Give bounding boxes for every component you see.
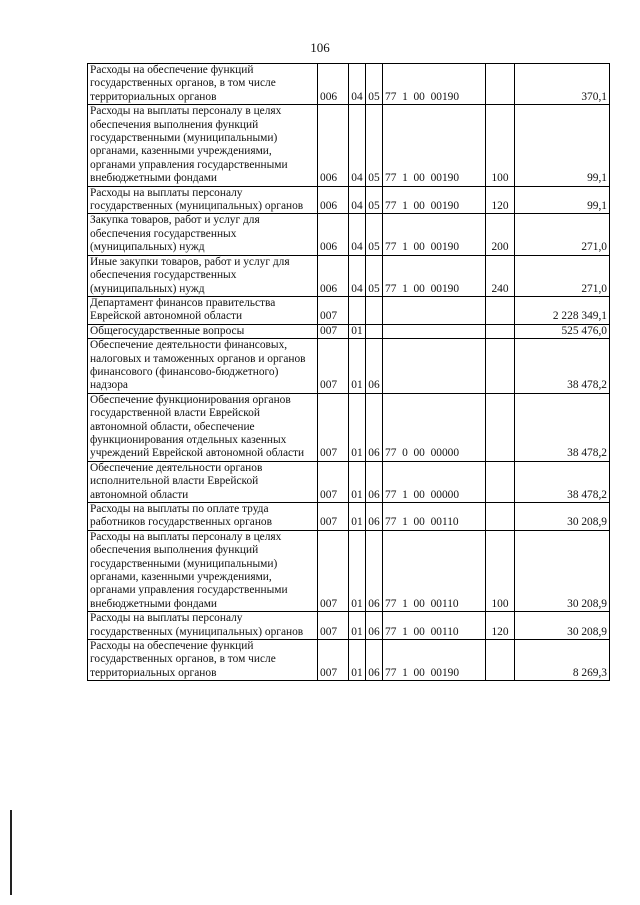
expense-type-cell: 120 xyxy=(486,186,515,214)
expense-type-cell xyxy=(486,64,515,105)
expense-type-cell xyxy=(486,339,515,394)
section-code-cell: 04 xyxy=(349,186,366,214)
expense-type-cell xyxy=(486,324,515,338)
table-row xyxy=(88,339,610,394)
subsection-code-cell: 05 xyxy=(366,186,383,214)
ministry-code-cell: 006 xyxy=(318,105,349,186)
description-cell: Расходы на выплаты персоналу в целях обеспечения выполнения функций государственными (муниципальными) органами, казенными учреждениями, органами управления государственными внебюджетными фондами xyxy=(88,105,318,186)
ministry-code-cell: 006 xyxy=(318,214,349,255)
expense-type-cell xyxy=(486,393,515,461)
amount-cell: 38 478,2 xyxy=(515,461,610,502)
table-row xyxy=(88,640,610,681)
section-code-cell: 04 xyxy=(349,105,366,186)
ministry-code-cell: 006 xyxy=(318,64,349,105)
table-row xyxy=(88,503,610,531)
subsection-code-cell: 05 xyxy=(366,214,383,255)
amount-cell: 370,1 xyxy=(515,64,610,105)
table-row xyxy=(88,324,610,338)
section-code-cell: 04 xyxy=(349,255,366,296)
target-article-cell xyxy=(383,324,486,338)
target-article-cell: 77 1 00 00190 xyxy=(383,64,486,105)
table-row xyxy=(88,612,610,640)
target-article-cell: 77 1 00 00000 xyxy=(383,461,486,502)
section-code-cell: 04 xyxy=(349,64,366,105)
subsection-code-cell: 05 xyxy=(366,64,383,105)
section-code-cell: 01 xyxy=(349,339,366,394)
description-cell: Обеспечение деятельности органов исполнительной власти Еврейской автономной области xyxy=(88,461,318,502)
ministry-code-cell: 007 xyxy=(318,461,349,502)
section-code-cell: 01 xyxy=(349,612,366,640)
ministry-code-cell: 007 xyxy=(318,339,349,394)
amount-cell: 30 208,9 xyxy=(515,612,610,640)
expense-type-cell xyxy=(486,503,515,531)
description-cell: Обеспечение функционирования органов государственной власти Еврейской автономной области, обеспечение функционирования отдельных казенных учреждений Еврейской автономной области xyxy=(88,393,318,461)
table-row xyxy=(88,64,610,105)
amount-cell: 525 476,0 xyxy=(515,324,610,338)
expense-type-cell: 240 xyxy=(486,255,515,296)
subsection-code-cell: 05 xyxy=(366,105,383,186)
section-code-cell: 01 xyxy=(349,393,366,461)
table-row xyxy=(88,530,610,611)
description-cell: Общегосударственные вопросы xyxy=(88,324,318,338)
expense-type-cell xyxy=(486,296,515,324)
target-article-cell: 77 0 00 00000 xyxy=(383,393,486,461)
ministry-code-cell: 006 xyxy=(318,186,349,214)
table-row xyxy=(88,393,610,461)
amount-cell: 38 478,2 xyxy=(515,393,610,461)
table-row xyxy=(88,214,610,255)
subsection-code-cell: 06 xyxy=(366,640,383,681)
amount-cell: 99,1 xyxy=(515,105,610,186)
subsection-code-cell: 06 xyxy=(366,461,383,502)
amount-cell: 30 208,9 xyxy=(515,503,610,531)
section-code-cell: 01 xyxy=(349,461,366,502)
ministry-code-cell: 007 xyxy=(318,393,349,461)
ministry-code-cell: 007 xyxy=(318,324,349,338)
expense-type-cell: 100 xyxy=(486,530,515,611)
description-cell: Расходы на выплаты персоналу государственных (муниципальных) органов xyxy=(88,186,318,214)
description-cell: Расходы на обеспечение функций государственных органов, в том числе территориальных органов xyxy=(88,640,318,681)
description-cell: Расходы на обеспечение функций государственных органов, в том числе территориальных органов xyxy=(88,64,318,105)
amount-cell: 30 208,9 xyxy=(515,530,610,611)
expense-type-cell: 120 xyxy=(486,612,515,640)
section-code-cell: 01 xyxy=(349,503,366,531)
target-article-cell: 77 1 00 00190 xyxy=(383,186,486,214)
section-code-cell: 01 xyxy=(349,530,366,611)
subsection-code-cell: 06 xyxy=(366,393,383,461)
expense-type-cell: 200 xyxy=(486,214,515,255)
subsection-code-cell: 06 xyxy=(366,339,383,394)
amount-cell: 271,0 xyxy=(515,214,610,255)
table-row xyxy=(88,296,610,324)
description-cell: Расходы на выплаты персоналу в целях обеспечения выполнения функций государственными (муниципальными) органами, казенными учреждениями, органами управления государственными внебюджетными фондами xyxy=(88,530,318,611)
amount-cell: 8 269,3 xyxy=(515,640,610,681)
ministry-code-cell: 007 xyxy=(318,612,349,640)
description-cell: Иные закупки товаров, работ и услуг для обеспечения государственных (муниципальных) нужд xyxy=(88,255,318,296)
target-article-cell xyxy=(383,296,486,324)
amount-cell: 271,0 xyxy=(515,255,610,296)
table-row xyxy=(88,186,610,214)
target-article-cell: 77 1 00 00190 xyxy=(383,255,486,296)
section-code-cell xyxy=(349,296,366,324)
target-article-cell: 77 1 00 00110 xyxy=(383,612,486,640)
subsection-code-cell: 06 xyxy=(366,503,383,531)
table-row xyxy=(88,255,610,296)
ministry-code-cell: 007 xyxy=(318,503,349,531)
target-article-cell: 77 1 00 00110 xyxy=(383,530,486,611)
budget-table xyxy=(87,63,610,681)
amount-cell: 2 228 349,1 xyxy=(515,296,610,324)
target-article-cell: 77 1 00 00110 xyxy=(383,503,486,531)
target-article-cell: 77 1 00 00190 xyxy=(383,105,486,186)
amount-cell: 99,1 xyxy=(515,186,610,214)
ministry-code-cell: 007 xyxy=(318,530,349,611)
scan-edge-mark xyxy=(10,810,12,895)
target-article-cell: 77 1 00 00190 xyxy=(383,214,486,255)
subsection-code-cell xyxy=(366,296,383,324)
subsection-code-cell: 06 xyxy=(366,612,383,640)
description-cell: Обеспечение деятельности финансовых, налоговых и таможенных органов и органов финансового (финансово-бюджетного) надзора xyxy=(88,339,318,394)
table-row xyxy=(88,461,610,502)
expense-type-cell: 100 xyxy=(486,105,515,186)
budget-table-body xyxy=(88,64,610,681)
table-row xyxy=(88,105,610,186)
target-article-cell xyxy=(383,339,486,394)
subsection-code-cell: 06 xyxy=(366,530,383,611)
subsection-code-cell: 05 xyxy=(366,255,383,296)
description-cell: Расходы на выплаты персоналу государственных (муниципальных) органов xyxy=(88,612,318,640)
expense-type-cell xyxy=(486,640,515,681)
section-code-cell: 01 xyxy=(349,640,366,681)
ministry-code-cell: 007 xyxy=(318,640,349,681)
description-cell: Департамент финансов правительства Еврейской автономной области xyxy=(88,296,318,324)
subsection-code-cell xyxy=(366,324,383,338)
section-code-cell: 01 xyxy=(349,324,366,338)
page-number: 106 xyxy=(310,40,330,55)
description-cell: Закупка товаров, работ и услуг для обеспечения государственных (муниципальных) нужд xyxy=(88,214,318,255)
target-article-cell: 77 1 00 00190 xyxy=(383,640,486,681)
ministry-code-cell: 007 xyxy=(318,296,349,324)
amount-cell: 38 478,2 xyxy=(515,339,610,394)
expense-type-cell xyxy=(486,461,515,502)
section-code-cell: 04 xyxy=(349,214,366,255)
ministry-code-cell: 006 xyxy=(318,255,349,296)
description-cell: Расходы на выплаты по оплате труда работников государственных органов xyxy=(88,503,318,531)
